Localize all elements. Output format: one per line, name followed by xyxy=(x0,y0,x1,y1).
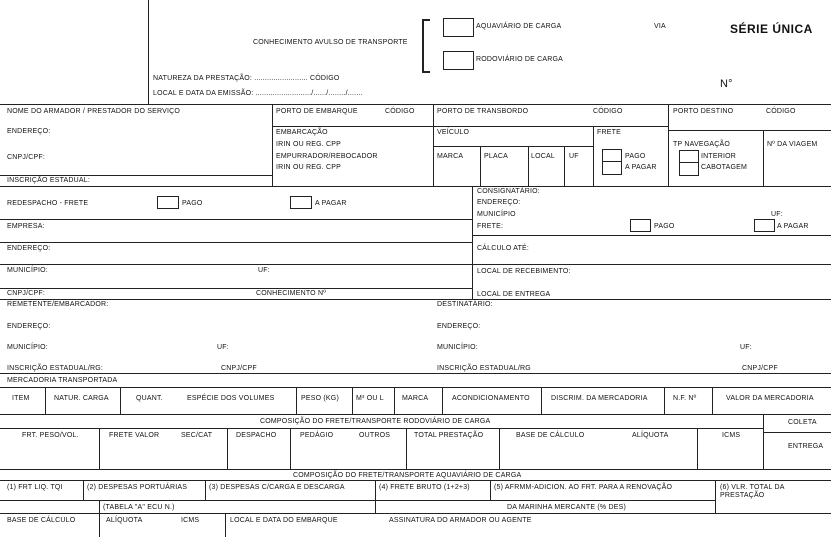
line xyxy=(0,299,831,300)
destinatario-label: DESTINATÁRIO: xyxy=(437,301,493,308)
redespacho-conhecimento: CONHECIMENTO Nº xyxy=(256,290,326,297)
codigo-destino: CÓDIGO xyxy=(766,108,796,115)
line xyxy=(668,130,831,131)
frete-apagar: A PAGAR xyxy=(625,164,657,171)
cabotagem-checkbox[interactable] xyxy=(679,162,699,176)
local-data-emissao-field[interactable]: LOCAL E DATA DA EMISSÃO: ........................../....../......../....... xyxy=(153,90,363,97)
col-especie: ESPÉCIE DOS VOLUMES xyxy=(187,395,275,402)
line xyxy=(375,480,376,513)
redespacho-pago-checkbox[interactable] xyxy=(157,196,179,209)
line xyxy=(763,432,831,433)
mercadoria-title: MERCADORIA TRANSPORTADA xyxy=(7,377,118,384)
line xyxy=(715,480,716,513)
aq-despesas-portuarias: (2) DESPESAS PORTUÁRIAS xyxy=(87,484,188,491)
col-total-prestacao: TOTAL PRESTAÇÃO xyxy=(414,432,484,439)
line xyxy=(433,104,434,186)
line xyxy=(290,428,291,469)
line xyxy=(528,146,529,186)
line xyxy=(394,387,395,414)
numero-label: N° xyxy=(720,78,733,90)
line xyxy=(272,104,273,186)
redespacho-uf: UF: xyxy=(258,267,270,274)
aq-frete-bruto: (4) FRETE BRUTO (1+2+3) xyxy=(379,484,470,491)
line xyxy=(472,264,831,265)
col-natur-carga: NATUR. CARGA xyxy=(54,395,109,402)
tp-navegacao: TP NAVEGAÇÃO xyxy=(673,141,730,148)
destinatario-endereco: ENDEREÇO: xyxy=(437,323,481,330)
aq-total-2: PRESTAÇÃO xyxy=(720,492,765,499)
col-peso: PESO (KG) xyxy=(301,395,339,402)
redespacho-empresa: EMPRESA: xyxy=(7,223,45,230)
line xyxy=(472,186,473,299)
line xyxy=(564,146,565,186)
remetente-ie: INSCRIÇÃO ESTADUAL/RG: xyxy=(7,365,104,372)
placa-label: PLACA xyxy=(484,153,508,160)
col-base-calculo: BASE DE CÁLCULO xyxy=(516,432,585,439)
line xyxy=(225,513,226,537)
consignatario-pago: PAGO xyxy=(654,223,675,230)
header-divider xyxy=(148,0,149,104)
coleta-label: COLETA xyxy=(788,419,817,426)
col-quant: QUANT. xyxy=(136,395,163,402)
col-acondicionamento: ACONDICIONAMENTO xyxy=(452,395,530,402)
marca-label: MARCA xyxy=(437,153,464,160)
frete-label: FRETE xyxy=(597,129,621,136)
line xyxy=(0,373,831,374)
frete-pago: PAGO xyxy=(625,153,646,160)
col-item: ITEM xyxy=(12,395,30,402)
local-label: LOCAL xyxy=(531,153,555,160)
porto-destino: PORTO DESTINO xyxy=(673,108,734,115)
entrega-label: ENTREGA xyxy=(788,443,824,450)
line xyxy=(227,428,228,469)
col-outros: OUTROS xyxy=(359,432,391,439)
irin-label-1: IRIN OU REG. CPP xyxy=(276,141,342,148)
line xyxy=(0,219,472,220)
aq-base-calculo: BASE DE CÁLCULO xyxy=(7,517,76,524)
col-frt-peso: FRT. PESO/VOL. xyxy=(22,432,79,439)
serie-label: SÉRIE ÚNICA xyxy=(730,22,813,36)
line xyxy=(0,242,472,243)
line xyxy=(0,469,831,470)
remetente-label: REMETENTE/EMBARCADOR: xyxy=(7,301,109,308)
line xyxy=(763,130,764,186)
empurrador-label: EMPURRADOR/REBOCADOR xyxy=(276,153,378,160)
aq-aliquota: ALÍQUOTA xyxy=(106,517,143,524)
line xyxy=(0,513,831,514)
line xyxy=(668,104,669,186)
line xyxy=(490,480,491,500)
porto-transbordo: PORTO DE TRANSBORDO xyxy=(437,108,529,115)
rodoviario-comp-title: COMPOSIÇÃO DO FRETE/TRANSPORTE RODOVIÁRIO DE CARGA xyxy=(260,418,491,425)
line xyxy=(120,387,121,414)
col-discrim: DISCRIM. DA MERCADORIA xyxy=(551,395,648,402)
armador-nome: NOME DO ARMADOR / PRESTADOR DO SERVIÇO xyxy=(7,108,181,115)
n-viagem: Nº DA VIAGEM xyxy=(767,141,818,148)
calculo-ate: CÁLCULO ATÉ: xyxy=(477,245,530,252)
line xyxy=(433,146,593,147)
line xyxy=(45,387,46,414)
aquaviario-comp-title: COMPOSIÇÃO DO FRETE/TRANSPORTE AQUAVIÁRIO DE CARGA xyxy=(293,472,522,479)
aq-despesas-carga: (3) DESPESAS C/CARGA E DESCARGA xyxy=(209,484,345,491)
col-despacho: DESPACHO xyxy=(236,432,277,439)
frete-apagar-checkbox[interactable] xyxy=(602,161,622,175)
consignatario-apagar-checkbox[interactable] xyxy=(754,219,775,232)
irin-label-2: IRIN OU REG. CPP xyxy=(276,164,342,171)
porto-embarque: PORTO DE EMBARQUE xyxy=(276,108,358,115)
line xyxy=(99,500,100,537)
line xyxy=(0,414,831,415)
col-sec-cat: SEC/CAT xyxy=(181,432,213,439)
consignatario-endereco: ENDEREÇO: xyxy=(477,199,521,206)
destinatario-uf: UF: xyxy=(740,344,752,351)
redespacho-frete: REDESPACHO - FRETE xyxy=(7,200,89,207)
consignatario-uf: UF: xyxy=(771,211,783,218)
armador-ie: INSCRIÇÃO ESTADUAL: xyxy=(7,177,91,184)
aq-afrmm: (5) AFRMM-ADICION. AO FRT. PARA A RENOVAÇÃO xyxy=(494,484,673,491)
aq-icms: ICMS xyxy=(181,517,200,524)
line xyxy=(0,264,472,265)
line xyxy=(0,175,272,176)
line xyxy=(541,387,542,414)
line xyxy=(0,288,472,289)
consignatario-apagar: A PAGAR xyxy=(777,223,809,230)
line xyxy=(712,387,713,414)
bracket xyxy=(422,19,424,72)
line xyxy=(0,480,831,481)
line xyxy=(0,500,715,501)
col-marca: MARCA xyxy=(402,395,429,402)
redespacho-endereco: ENDEREÇO: xyxy=(7,245,51,252)
remetente-endereco: ENDEREÇO: xyxy=(7,323,51,330)
aq-total-1: (6) VLR. TOTAL DA xyxy=(720,484,785,491)
uf-label: UF xyxy=(569,153,579,160)
col-pedagio: PEDÁGIO xyxy=(300,432,334,439)
codigo-transbordo: CÓDIGO xyxy=(593,108,623,115)
remetente-uf: UF: xyxy=(217,344,229,351)
local-entrega: LOCAL DE ENTREGA xyxy=(477,291,551,298)
bracket-bottom xyxy=(422,71,430,73)
redespacho-municipio: MUNICÍPIO: xyxy=(7,267,48,274)
destinatario-ie: INSCRIÇÃO ESTADUAL/RG xyxy=(437,365,531,372)
document-title: CONHECIMENTO AVULSO DE TRANSPORTE xyxy=(253,39,408,46)
natureza-field[interactable]: NATUREZA DA PRESTAÇÃO: ......................... CÓDIGO xyxy=(153,75,340,82)
aq-marinha: DA MARINHA MERCANTE (% DES) xyxy=(507,504,626,511)
line xyxy=(442,387,443,414)
veiculo-label: VEÍCULO xyxy=(437,129,470,136)
local-recebimento: LOCAL DE RECEBIMENTO: xyxy=(477,268,571,275)
consignatario-municipio: MUNICÍPIO xyxy=(477,211,516,218)
col-frete-valor: FRETE VALOR xyxy=(109,432,160,439)
destinatario-cnpj: CNPJ/CPF xyxy=(742,365,778,372)
line xyxy=(0,387,831,388)
remetente-cnpj: CNPJ/CPF xyxy=(221,365,257,372)
col-icms: ICMS xyxy=(722,432,741,439)
line xyxy=(0,186,831,187)
bracket-top xyxy=(422,19,430,21)
aquaviario-checkbox[interactable] xyxy=(443,18,474,37)
redespacho-apagar: A PAGAR xyxy=(315,200,347,207)
col-valor: VALOR DA MERCADORIA xyxy=(726,395,814,402)
redespacho-apagar-checkbox[interactable] xyxy=(290,196,312,209)
line xyxy=(763,414,764,469)
col-aliquota: ALÍQUOTA xyxy=(632,432,669,439)
line xyxy=(499,428,500,469)
line xyxy=(352,387,353,414)
line xyxy=(99,428,100,469)
aq-frt-liq: (1) FRT LIQ. TQI xyxy=(7,484,63,491)
line xyxy=(0,104,831,105)
line xyxy=(593,126,594,186)
armador-cnpj: CNPJ/CPF: xyxy=(7,154,45,161)
armador-endereco: ENDEREÇO: xyxy=(7,128,51,135)
codigo-embarque: CÓDIGO xyxy=(385,108,415,115)
redespacho-pago: PAGO xyxy=(182,200,203,207)
cabotagem-label: CABOTAGEM xyxy=(701,164,748,171)
interior-label: INTERIOR xyxy=(701,153,737,160)
rodoviario-label: RODOVIÁRIO DE CARGA xyxy=(476,56,564,63)
line xyxy=(0,428,763,429)
line xyxy=(272,126,668,127)
consignatario-label: CONSIGNATÁRIO: xyxy=(477,188,540,195)
aquaviario-label: AQUAVIÁRIO DE CARGA xyxy=(476,23,562,30)
col-nf: N.F. Nº xyxy=(673,395,697,402)
destinatario-municipio: MUNICÍPIO: xyxy=(437,344,478,351)
redespacho-cnpj: CNPJ/CPF: xyxy=(7,290,45,297)
line xyxy=(205,480,206,500)
aq-tabela: (TABELA "A" ECU N.) xyxy=(103,504,175,511)
embarcacao-label: EMBARCAÇÃO xyxy=(276,129,328,136)
aq-assinatura: ASSINATURA DO ARMADOR OU AGENTE xyxy=(389,517,532,524)
consignatario-pago-checkbox[interactable] xyxy=(630,219,651,232)
remetente-municipio: MUNICÍPIO: xyxy=(7,344,48,351)
line xyxy=(472,235,831,236)
rodoviario-checkbox[interactable] xyxy=(443,51,474,70)
line xyxy=(697,428,698,469)
via-label: VIA xyxy=(654,23,666,30)
consignatario-frete: FRETE: xyxy=(477,223,504,230)
aq-local-data: LOCAL E DATA DO EMBARQUE xyxy=(230,517,338,524)
line xyxy=(406,428,407,469)
line xyxy=(480,146,481,186)
col-m3: M³ OU L xyxy=(356,395,384,402)
line xyxy=(664,387,665,414)
line xyxy=(83,480,84,500)
line xyxy=(296,387,297,414)
